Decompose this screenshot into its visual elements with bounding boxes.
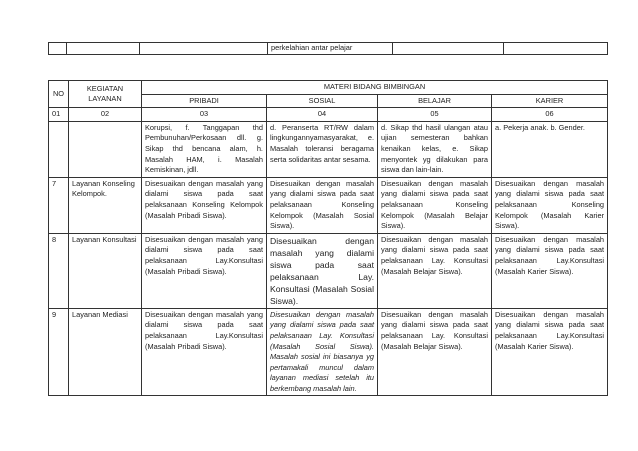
top-cell-4: perkelahian antar pelajar — [268, 43, 393, 55]
table-row — [49, 121, 608, 177]
top-cell-3 — [140, 43, 268, 55]
row-no: 8 — [49, 233, 69, 308]
row-karier: Disesuaikan dengan masalah yang dialami siswa pada saat pelaksanaan Konseling Kelompok (Masalah Karier Siswa). — [492, 177, 608, 233]
table-row — [49, 233, 608, 308]
top-cell-5 — [393, 43, 504, 55]
row-pribadi: Disesuaikan dengan masalah yang dialami siswa pada saat pelaksanaan Lay.Konsultasi (Masalah Pribadi Siswa). — [142, 308, 267, 396]
row-kegiatan: Layanan Mediasi — [69, 308, 142, 396]
header-karier: KARIER — [492, 94, 608, 108]
row-sosial: d. Peranserta RT/RW dalam lingkungannyamasyarakat, e. Masalah toleransi beragama serta solidaritas antar sesama. — [267, 121, 378, 177]
row-karier: a. Pekerja anak. b. Gender. — [492, 121, 608, 177]
table-row — [49, 308, 608, 396]
header-row-group — [49, 81, 608, 95]
row-kegiatan — [69, 121, 142, 177]
row-no — [49, 121, 69, 177]
row-no: 7 — [49, 177, 69, 233]
column-number-row — [49, 108, 608, 122]
col-number-1: 01 — [49, 108, 69, 122]
row-pribadi: Korupsi, f. Tanggapan thd Pembunuhan/Perkosaan dll. g. Sikap thd bencana alam, h. Masalah HAM, i. Masalah Kemiskinan, jdll. — [142, 121, 267, 177]
row-belajar: Disesuaikan dengan masalah yang dialami siswa pada saat pelaksanaan Konseling Kelompok (Masalah Belajar Siswa). — [378, 177, 492, 233]
row-sosial: Disesuaikan dengan masalah yang dialami siswa pada saat pelaksanaan Lay. Konsultasi (Masalah Sosial Siswa). Masalah sosial ini biasanya yg pertamakali muncul dalam layanan mediasi setelah itu berkembang masalah lain. — [267, 308, 378, 396]
col-number-6: 06 — [492, 108, 608, 122]
row-karier: Disesuaikan dengan masalah yang dialami siswa pada saat pelaksanaan Lay.Konsultasi (Masalah Karier Siswa). — [492, 308, 608, 396]
top-cell-2 — [67, 43, 140, 55]
row-belajar: d. Sikap thd hasil ulangan atau ujian semesteran bahkan kenaikan kelas, e. Sikap menyontek yg dilakukan para siswa dan lain-lain. — [378, 121, 492, 177]
header-no: NO — [49, 81, 69, 108]
row-kegiatan: Layanan Konseling Kelompok. — [69, 177, 142, 233]
row-belajar: Disesuaikan dengan masalah yang dialami siswa pada saat pelaksanaan Lay. Konsultasi (Masalah Belajar Siswa). — [378, 233, 492, 308]
row-belajar: Disesuaikan dengan masalah yang dialami siswa pada saat pelaksanaan Lay. Konsultasi (Masalah Belajar Siswa). — [378, 308, 492, 396]
top-cell-1 — [49, 43, 67, 55]
row-pribadi: Disesuaikan dengan masalah yang dialami siswa pada saat pelaksanaan Konseling Kelompok (Masalah Pribadi Siswa). — [142, 177, 267, 233]
row-no: 9 — [49, 308, 69, 396]
header-sosial: SOSIAL — [267, 94, 378, 108]
row-pribadi: Disesuaikan dengan masalah yang dialami siswa pada saat pelaksanaan Lay.Konsultasi (Masalah Pribadi Siswa). — [142, 233, 267, 308]
col-number-3: 03 — [142, 108, 267, 122]
col-number-5: 05 — [378, 108, 492, 122]
header-pribadi: PRIBADI — [142, 94, 267, 108]
row-karier: Disesuaikan dengan masalah yang dialami siswa pada saat pelaksanaan Lay.Konsultasi (Masalah Karier Siswa). — [492, 233, 608, 308]
row-sosial: Disesuaikan dengan masalah yang dialami siswa pada saat pelaksanaan Konseling Kelompok (Masalah Sosial Siswa). — [267, 177, 378, 233]
header-belajar: BELAJAR — [378, 94, 492, 108]
row-sosial: Disesuaikan dengan masalah yang dialami siswa pada saat pelaksanaan Lay. Konsultasi (Masalah Sosial Siswa). — [267, 233, 378, 308]
row-kegiatan: Layanan Konsultasi — [69, 233, 142, 308]
table-row — [49, 43, 608, 55]
col-number-2: 02 — [69, 108, 142, 122]
header-kegiatan: KEGIATAN LAYANAN — [69, 81, 142, 108]
header-materi-group: MATERI BIDANG BIMBINGAN — [142, 81, 608, 95]
table-row — [49, 177, 608, 233]
top-table-fragment — [48, 42, 608, 55]
col-number-4: 04 — [267, 108, 378, 122]
guidance-material-table — [48, 80, 608, 396]
top-cell-7 — [504, 43, 608, 55]
